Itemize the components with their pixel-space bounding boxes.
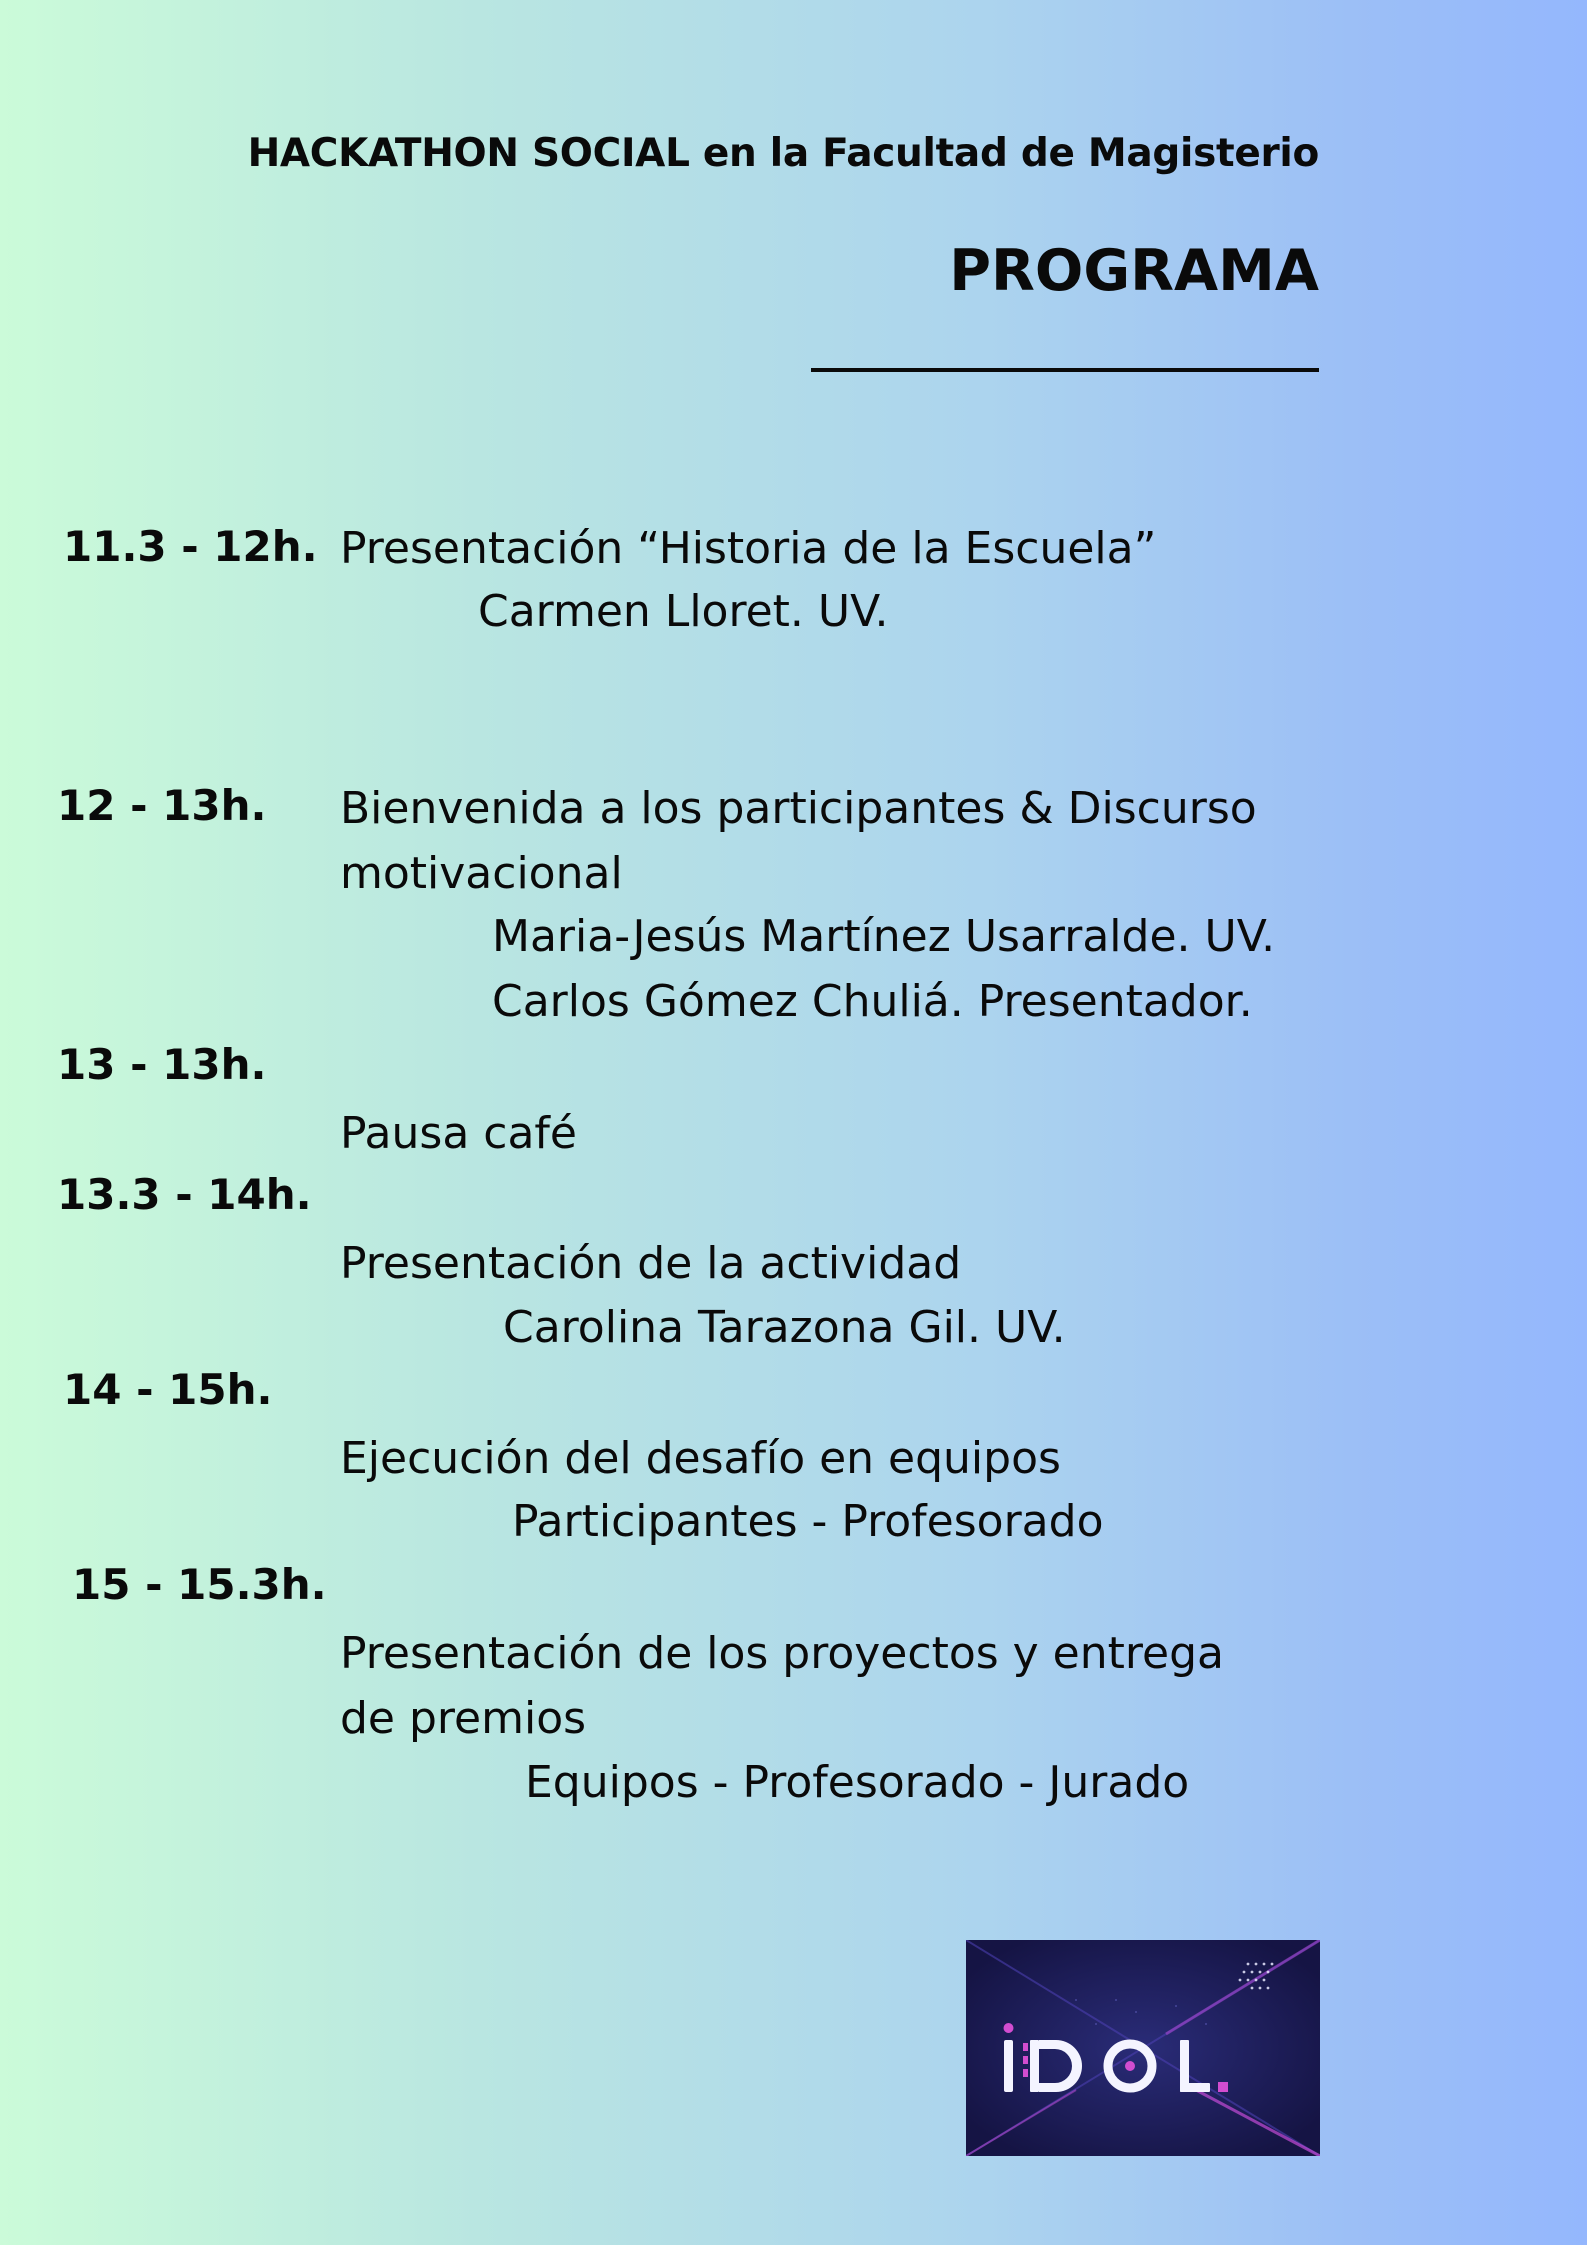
activity-4-line-1: Presentación de la actividad [340,1238,962,1289]
speaker-4-1: Carolina Tarazona Gil. UV. [503,1302,1066,1353]
activity-1-line-1: Presentación “Historia de la Escuela” [340,523,1157,574]
speaker-6-1: Equipos - Profesorado - Jurado [525,1757,1190,1808]
program-heading: PROGRAMA [949,238,1319,304]
title-divider [811,368,1319,372]
time-slot-1: 11.3 - 12h. [63,522,318,571]
activity-2-line-1: Bienvenida a los participantes & Discurso [340,783,1257,834]
idol-logo [966,1940,1320,2156]
time-slot-4: 13.3 - 14h. [57,1170,312,1219]
time-slot-3: 13 - 13h. [57,1040,267,1089]
idol-logo-graphic [966,1940,1320,2156]
speaker-5-1: Participantes - Profesorado [512,1496,1104,1547]
time-slot-6: 15 - 15.3h. [72,1560,327,1609]
activity-6-line-1: Presentación de los proyectos y entrega [340,1628,1224,1679]
activity-5-line-1: Ejecución del desafío en equipos [340,1433,1061,1484]
time-slot-5: 14 - 15h. [63,1365,273,1414]
time-slot-2: 12 - 13h. [57,781,267,830]
speaker-1-1: Carmen Lloret. UV. [478,586,889,637]
activity-3-line-1: Pausa café [340,1108,577,1159]
speaker-2-2: Carlos Gómez Chuliá. Presentador. [492,976,1253,1027]
activity-6-line-2: de premios [340,1693,587,1744]
activity-2-line-2: motivacional [340,848,623,899]
speaker-2-1: Maria-Jesús Martínez Usarralde. UV. [492,911,1276,962]
event-title: HACKATHON SOCIAL en la Facultad de Magisterio [247,131,1319,176]
